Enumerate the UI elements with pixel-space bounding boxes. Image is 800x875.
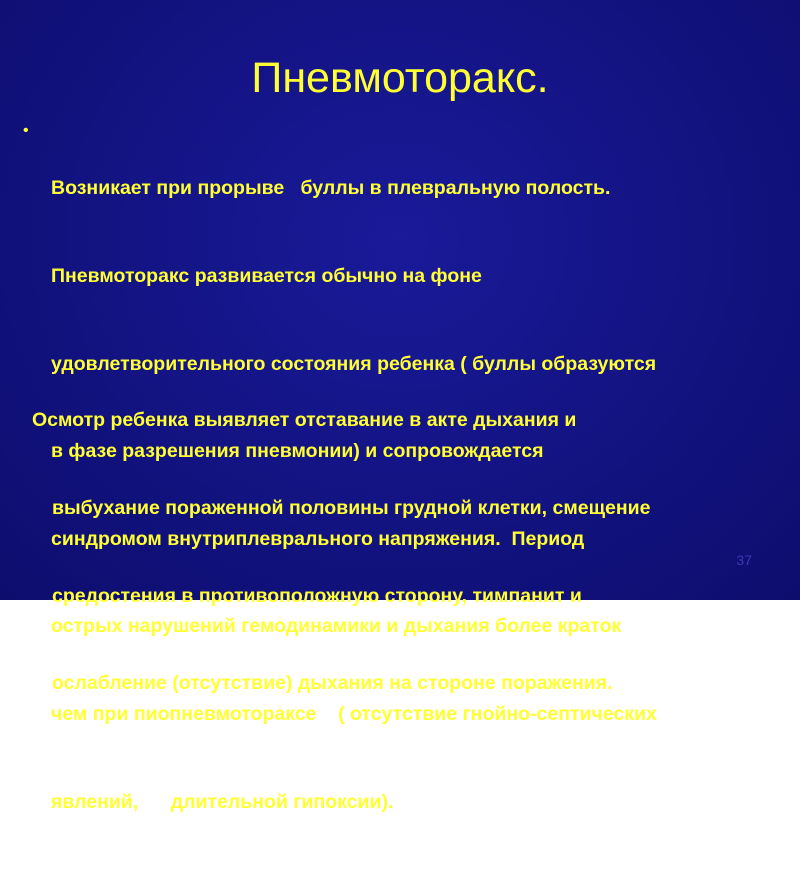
text-line: Возникает при прорыве буллы в плевральную полость. — [51, 177, 611, 200]
text-line: удовлетворительного состояния ребенка ( буллы образуются — [51, 352, 657, 375]
text-line: синдромом внутриплеврального напряжения. Период — [51, 527, 585, 550]
text-line: чем при пиопневмотораксе ( отсутствие гнойно-септических — [51, 703, 657, 726]
slide-title: Пневмоторакс. — [251, 54, 549, 102]
bullet-marker: • — [23, 122, 29, 139]
text-line: средостения в противоположную сторону, тимпанит и — [52, 584, 582, 607]
text-line: явлений, длительной гипоксии). — [51, 790, 394, 813]
body-paragraph — [32, 348, 651, 757]
text-line: ослабление (отсутствие) дыхания на стороне поражения. — [52, 672, 613, 695]
text-line: в фазе разрешения пневмонии) и сопровождается — [51, 440, 544, 463]
slide-number: 37 — [736, 552, 752, 568]
text-line: Пневмоторакс развивается обычно на фоне — [51, 265, 482, 288]
text-line: Осмотр ребенка выявляет отставание в акте дыхания и — [32, 409, 577, 432]
text-line: острых нарушений гемодинамики и дыхания более краток — [51, 615, 622, 638]
text-line: выбухание пораженной половины грудной клетки, смещение — [52, 497, 651, 520]
